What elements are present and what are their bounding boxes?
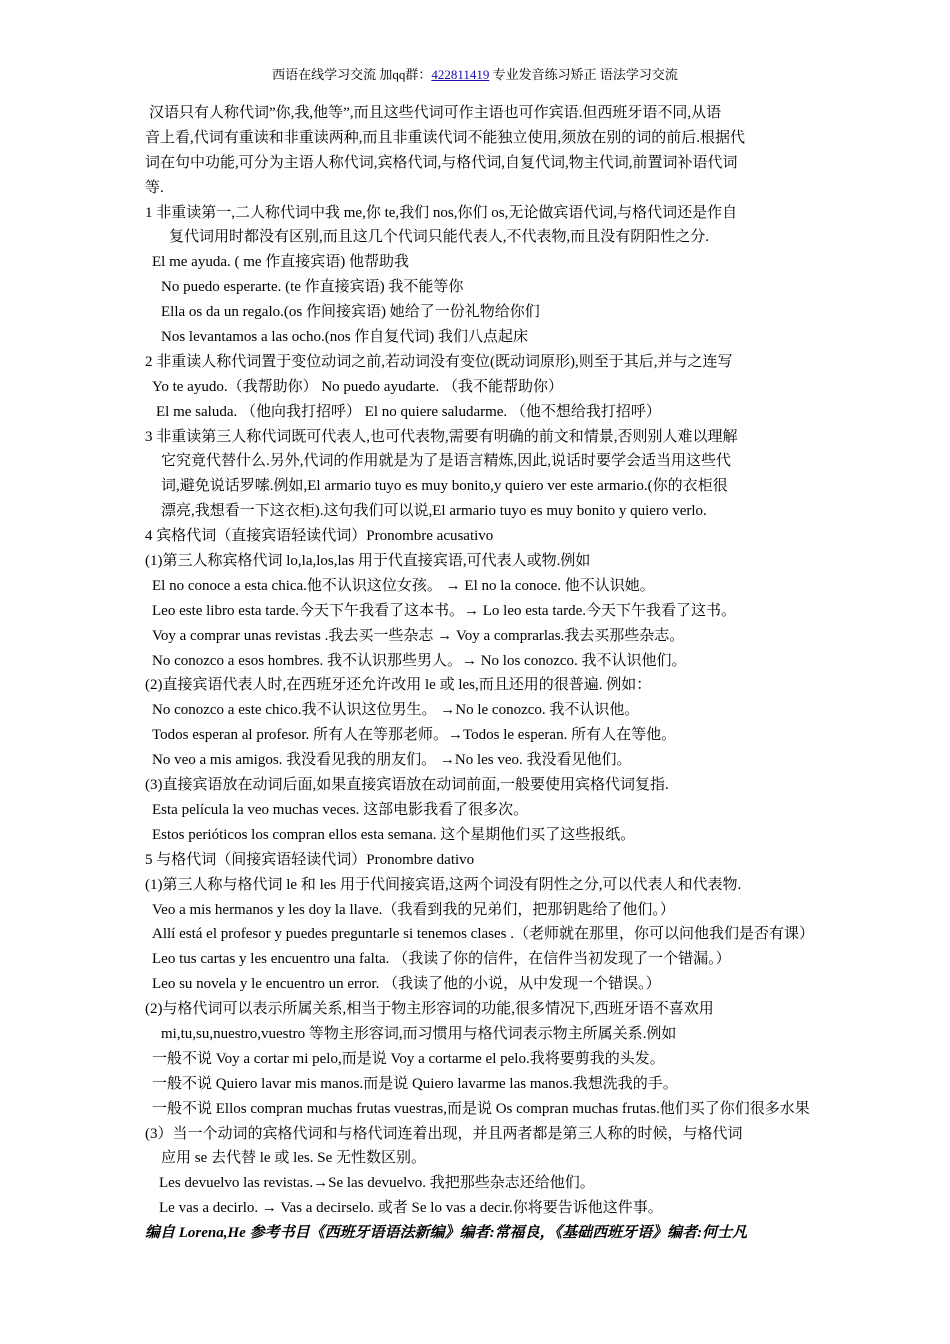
text-line: (1)第三人称与格代词 le 和 les 用于代间接宾语,这两个词没有阴性之分,可以代表人和代表物. bbox=[145, 876, 742, 893]
text-line: Leo este libro esta tarde.今天下午我看了这本书。→ Lo leo esta tarde.今天下午我看了这书。 bbox=[152, 602, 737, 619]
text-line: 等. bbox=[145, 179, 164, 196]
text-line: Le vas a decirlo. → Vas a decirselo. 或者 Se lo vas a decir.你将要告诉他这件事。 bbox=[159, 1200, 663, 1217]
text-line: (1)第三人称宾格代词 lo,la,los,las 用于代直接宾语,可代表人或物.例如 bbox=[145, 553, 591, 570]
text-line: Esta película la veo muchas veces. 这部电影我看了很多次。 bbox=[152, 801, 529, 818]
text-line: Ella os da un regalo.(os 作间接宾语) 她给了一份礼物给你们 bbox=[161, 304, 540, 321]
text-line: 一般不说 Quiero lavar mis manos.而是说 Quiero lavarme las manos.我想洗我的手。 bbox=[152, 1075, 678, 1092]
text-line: 4 宾格代词（直接宾语轻读代词）Pronombre acusativo bbox=[145, 528, 494, 545]
text-line: (3）当一个动词的宾格代词和与格代词连着出现，并且两者都是第三人称的时候，与格代词 bbox=[145, 1125, 743, 1142]
text-line: 2 非重读人称代词置于变位动词之前,若动词没有变位(既动词原形),则至于其后,并与之连写 bbox=[145, 353, 733, 370]
header-prefix: 西语在线学习交流 加qq群： bbox=[272, 67, 432, 82]
text-line: 一般不说 Voy a cortar mi pelo,而是说 Voy a cortarme el pelo.我将要剪我的头发。 bbox=[152, 1050, 665, 1067]
text-line: El no conoce a esta chica.他不认识这位女孩。 → El no la conoce. 他不认识她。 bbox=[152, 577, 655, 594]
text-line: (2)与格代词可以表示所属关系,相当于物主形容词的功能,很多情况下,西班牙语不喜欢用 bbox=[145, 1001, 714, 1018]
text-line: 词,避免说话罗嗦.例如,El armario tuyo es muy bonito,y quiero ver este armario.(你的衣柜很 bbox=[161, 478, 728, 495]
text-line: 1 非重读第一,二人称代词中我 me,你 te,我们 nos,你们 os,无论做宾语代词,与格代词还是作自 bbox=[145, 204, 738, 221]
reference-footer: 编自 Lorena,He 参考书目《西班牙语语法新编》编者:常福良，《基础西班牙语》编者:何士凡 bbox=[145, 1225, 748, 1242]
text-line: Veo a mis hermanos y les doy la llave.（我看到我的兄弟们，把那钥匙给了他们。） bbox=[152, 901, 675, 918]
text-line: Estos perióticos los compran ellos esta semana. 这个星期他们买了这些报纸。 bbox=[152, 826, 636, 843]
text-line: 汉语只有人称代词”你,我,他等”,而且这些代词可作主语也可作宾语.但西班牙语不同,从语 bbox=[149, 105, 722, 121]
text-line: Yo te ayudo.（我帮助你） No puedo ayudarte. （我不能帮助你） bbox=[152, 378, 563, 395]
text-line: 应用 se 去代替 le 或 les. Se 无性数区别。 bbox=[161, 1150, 426, 1167]
text-line: No conozco a este chico.我不认识这位男生。 →No le conozco. 我不认识他。 bbox=[152, 702, 640, 719]
header-suffix: 专业发音练习矫正 语法学习交流 bbox=[489, 67, 678, 82]
text-line: (3)直接宾语放在动词后面,如果直接宾语放在动词前面,一般要使用宾格代词复指. bbox=[145, 777, 669, 794]
text-line: Voy a comprar unas revistas .我去买一些杂志 → Voy a comprarlas.我去买那些杂志。 bbox=[152, 627, 685, 644]
text-line: Leo su novela y le encuentro un error. （我读了他的小说，从中发现一个错误。） bbox=[152, 976, 661, 993]
text-line: (2)直接宾语代表人时,在西班牙还允许改用 le 或 les,而且还用的很普遍. 例如： bbox=[145, 677, 652, 694]
text-line: 3 非重读第三人称代词既可代表人,也可代表物,需要有明确的前文和情景,否则别人难以理解 bbox=[145, 428, 738, 445]
qq-group-link[interactable]: 422811419 bbox=[431, 67, 490, 82]
text-line: Allí está el profesor y puedes preguntarle si tenemos clases .（老师就在那里，你可以问他我们是否有课） bbox=[152, 926, 814, 943]
text-line: 它究竟代替什么.另外,代词的作用就是为了是语言精炼,因此,说话时要学会适当用这些代 bbox=[161, 453, 732, 470]
text-line: No conozco a esos hombres. 我不认识那些男人。→ No los conozco. 我不认识他们。 bbox=[152, 652, 687, 669]
text-line: El me ayuda. ( me 作直接宾语) 他帮助我 bbox=[152, 254, 410, 271]
text-line: 词在句中功能,可分为主语人称代词,宾格代词,与格代词,自复代词,物主代词,前置词补语代词 bbox=[145, 154, 738, 171]
text-line: El me saluda. （他向我打招呼） El no quiere saludarme. （他不想给我打招呼） bbox=[156, 403, 661, 420]
document-body bbox=[145, 101, 845, 1246]
text-line: 5 与格代词（间接宾语轻读代词）Pronombre dativo bbox=[145, 851, 475, 868]
text-line: Les devuelvo las revistas.→Se las devuelvo. 我把那些杂志还给他们。 bbox=[159, 1175, 595, 1192]
text-line: Todos esperan al profesor. 所有人在等那老师。→Todos le esperan. 所有人在等他。 bbox=[152, 727, 677, 744]
text-line: 复代词用时都没有区别,而且这几个代词只能代表人,不代表物,而且没有阴阳性之分. bbox=[169, 229, 710, 246]
text-line: Nos levantamos a las ocho.(nos 作自复代词) 我们八点起床 bbox=[161, 329, 529, 346]
text-line: 一般不说 Ellos compran muchas frutas vuestras,而是说 Os compran muchas frutas.他们买了你们很多水果 bbox=[152, 1100, 810, 1117]
text-line: 漂亮,我想看一下这衣柜).这句我们可以说,El armario tuyo es muy bonito y quiero verlo. bbox=[161, 503, 707, 520]
text-line: mi,tu,su,nuestro,vuestro 等物主形容词,而习惯用与格代词表示物主所属关系.例如 bbox=[161, 1025, 677, 1042]
text-line: No puedo esperarte. (te 作直接宾语) 我不能等你 bbox=[161, 279, 464, 296]
text-line: Leo tus cartas y les encuentro una falta. （我读了你的信件，在信件当初发现了一个错漏。） bbox=[152, 951, 731, 968]
page-header bbox=[0, 66, 950, 84]
text-line: 音上看,代词有重读和非重读两种,而且非重读代词不能独立使用,须放在别的词的前后.根据代 bbox=[145, 129, 746, 146]
text-line: No veo a mis amigos. 我没看见我的朋友们。 →No les veo. 我没看见他们。 bbox=[152, 752, 632, 769]
